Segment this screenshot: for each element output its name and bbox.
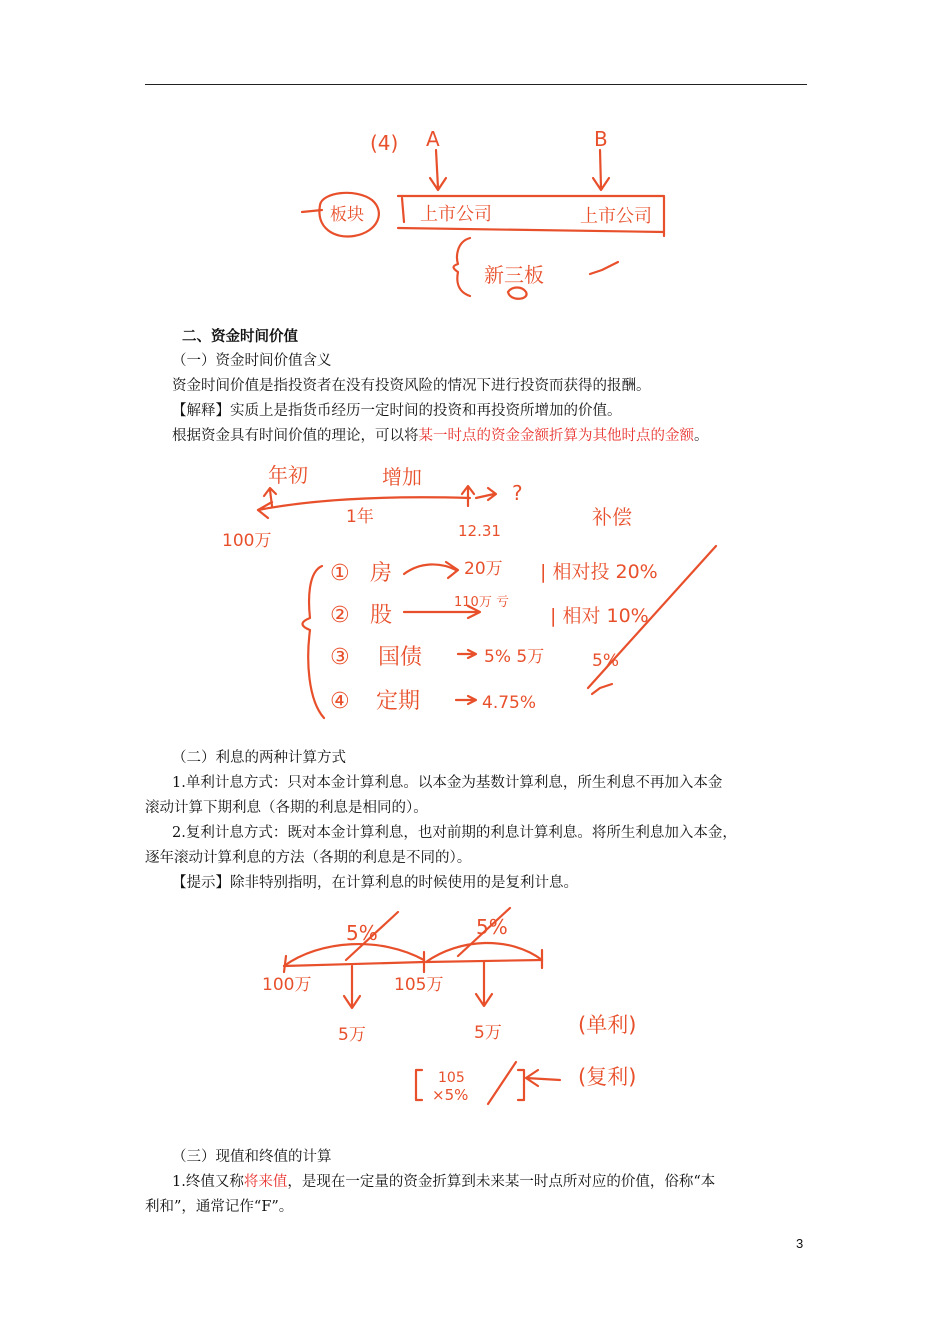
- sketch-compound: (复利): [578, 1065, 637, 1089]
- sketch-brace-text: 新三板: [484, 263, 544, 287]
- sketch-rate-1: 5%: [346, 921, 378, 945]
- sketch-calc-top: 105: [438, 1070, 465, 1086]
- future-value-before: 1.终值又称: [172, 1174, 244, 1190]
- subsection-title-3: （三）现值和终值的计算: [172, 1149, 332, 1165]
- sketch-r4-word: 定期: [376, 689, 421, 714]
- theory-text-red: 某一时点的资金金额折算为其他时点的金额: [418, 428, 694, 444]
- sketch-arrow-left: [526, 1070, 560, 1086]
- sketch-end-date: 12.31: [458, 522, 501, 540]
- sketch-calc-bottom: ×5%: [432, 1086, 469, 1104]
- sketch-r2-num: ②: [330, 603, 350, 628]
- sketch-r3-result: 5% 5万: [484, 647, 545, 667]
- paragraph-simple-interest-1: 1.单利计息方式：只对本金计算利息。以本金为基数计算利息，所生利息不再加入本金: [172, 775, 723, 791]
- sketch-r2-word: 股: [370, 603, 393, 628]
- sketch-r4-result: 4.75%: [482, 693, 537, 713]
- sketch-start-value: 100万: [222, 531, 272, 551]
- sketch-top-left: 年初: [268, 463, 308, 487]
- future-value-red: 将来值: [243, 1174, 288, 1190]
- paragraph-compound-interest-2: 逐年滚动计算利息的方法（各期的利息是不同的）。: [145, 850, 472, 866]
- sketch-drop-2: [476, 962, 492, 1006]
- sketch-r1-word: 房: [370, 561, 393, 586]
- sketch-box-left: 上市公司: [420, 204, 492, 225]
- sketch-axis-mid: 1年: [346, 507, 374, 527]
- sketch-right-label: 补偿: [592, 505, 632, 529]
- sketch-label-a: A: [426, 127, 440, 151]
- sketch-label-b: B: [594, 127, 608, 151]
- sketch-axis-1: [284, 962, 424, 966]
- sketch-tick-1: [284, 956, 286, 972]
- paragraph-simple-interest-2: 滚动计算下期利息（各期的利息是相同的）。: [145, 800, 428, 816]
- paragraph-explanation: 【解释】实质上是指货币经历一定时间的投资和再投资所增加的价值。: [172, 403, 622, 419]
- sketch-r1-note: | 相对投 20%: [540, 561, 658, 583]
- sketch-rate-2: 5%: [476, 915, 508, 939]
- sketch-question: ?: [512, 481, 523, 505]
- subsection-title-1: （一）资金时间价值含义: [172, 353, 332, 369]
- sketch-r1-num: ①: [330, 561, 350, 586]
- paragraph-future-value-1: [172, 1171, 715, 1193]
- sketch-r4-num: ④: [330, 689, 350, 714]
- sketch-r3-note: 5%: [592, 651, 619, 671]
- sketch-label-4: (4): [370, 131, 399, 155]
- sketch-v1: 100万: [262, 975, 312, 995]
- sketch-r3-num: ③: [330, 645, 350, 670]
- sketch-r1-result: 20万: [464, 559, 503, 579]
- sketch-r2-note: | 相对 10%: [550, 605, 649, 627]
- paragraph-tip: 【提示】除非特别指明，在计算利息的时候使用的是复利计息。: [172, 875, 578, 891]
- paragraph-future-value-2: 利和”，通常记作“F”。: [145, 1199, 294, 1215]
- subsection-title-2: （二）利息的两种计算方式: [172, 750, 346, 766]
- sketch-arc-2: [426, 943, 542, 962]
- future-value-after: ，是现在一定量的资金折算到未来某一时点所对应的价值，俗称“本: [287, 1174, 716, 1190]
- sketch-r2-result: 110万 亏: [454, 595, 509, 610]
- sketch-top-mid: 增加: [382, 465, 422, 489]
- page-number: 3: [796, 1236, 804, 1251]
- theory-text-after: 。: [694, 428, 709, 444]
- sketch-v2: 105万: [394, 975, 444, 995]
- sketch-simple: (单利): [578, 1013, 637, 1037]
- sketch-r3-word: 国债: [378, 645, 423, 670]
- paragraph-definition: 资金时间价值是指投资者在没有投资风险的情况下进行投资而获得的报酬。: [172, 378, 651, 394]
- sketch-circle-label: 板块: [330, 205, 364, 225]
- sketch-i2: 5万: [474, 1023, 502, 1043]
- sketch-slash-3: [488, 1062, 516, 1104]
- paragraph-compound-interest-1: 2.复利计息方式：既对本金计算利息，也对前期的利息计算利息。将所生利息加入本金，: [172, 825, 737, 841]
- sketch-i1: 5万: [338, 1025, 366, 1045]
- sketch-drop-1: [344, 966, 360, 1008]
- theory-text-before: 根据资金具有时间价值的理论，可以将: [172, 428, 419, 444]
- section-heading: 二、资金时间价值: [182, 328, 298, 345]
- sketch-box-right: 上市公司: [580, 206, 652, 227]
